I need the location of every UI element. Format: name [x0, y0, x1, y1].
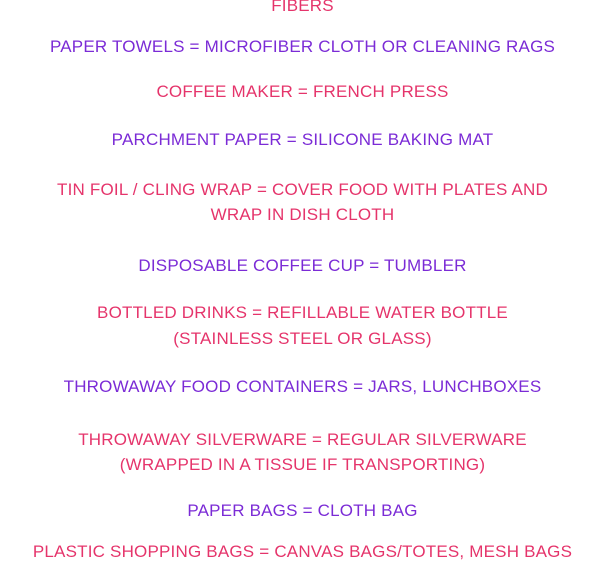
- item-coffee-cup-line-1: DISPOSABLE COFFEE CUP = TUMBLER: [138, 256, 467, 275]
- item-paper-towels-line-1: PAPER TOWELS = MICROFIBER CLOTH OR CLEANING RAGS: [49, 37, 556, 56]
- item-tin-foil-line-1: TIN FOIL / CLING WRAP = COVER FOOD WITH PLATES AND: [57, 180, 548, 199]
- item-silverware-line-2: (WRAPPED IN A TISSUE IF TRANSPORTING): [119, 455, 486, 474]
- item-food-containers-line-1: THROWAWAY FOOD CONTAINERS = JARS, LUNCHBOXES: [63, 377, 542, 396]
- item-coffee-maker-line-1: COFFEE MAKER = FRENCH PRESS: [156, 82, 449, 101]
- item-parchment-paper-line-1: PARCHMENT PAPER = SILICONE BAKING MAT: [111, 130, 494, 149]
- item-shopping-bags-line-1: PLASTIC SHOPPING BAGS = CANVAS BAGS/TOTES, MESH BAGS: [32, 542, 573, 561]
- item-silverware-line-1: THROWAWAY SILVERWARE = REGULAR SILVERWARE: [78, 430, 527, 449]
- item-bottled-drinks-line-2: (STAINLESS STEEL OR GLASS): [173, 329, 432, 348]
- item-fibers-line-1: FIBERS: [271, 0, 334, 15]
- item-bottled-drinks-line-1: BOTTLED DRINKS = REFILLABLE WATER BOTTLE: [97, 303, 508, 322]
- item-tin-foil-line-2: WRAP IN DISH CLOTH: [210, 205, 395, 224]
- item-paper-bags-line-1: PAPER BAGS = CLOTH BAG: [187, 501, 418, 520]
